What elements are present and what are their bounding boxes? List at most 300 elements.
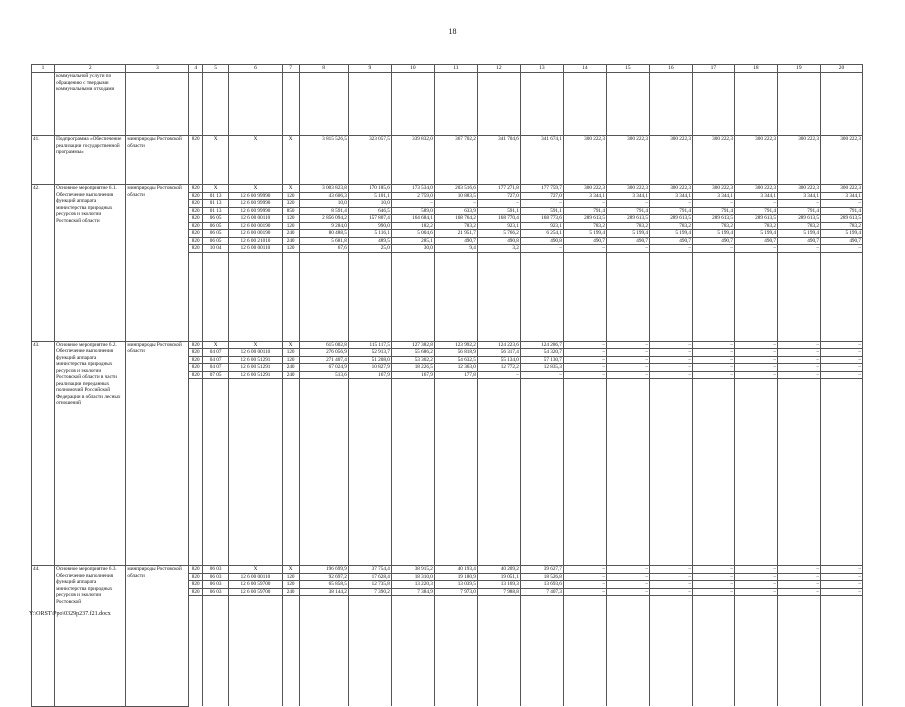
expense-type: Х: [282, 136, 299, 185]
empty-cell: [777, 379, 820, 566]
amount-cell: 40 209,2: [477, 566, 520, 574]
column-number-9: 9: [348, 65, 391, 73]
amount-cell: 300 222,3: [692, 185, 734, 193]
ministry-code: 820: [189, 341, 203, 349]
amount-cell: –: [649, 364, 692, 372]
amount-cell: 5 199,4: [820, 230, 862, 238]
amount-cell: –: [734, 566, 777, 574]
expense-type: 240: [282, 588, 299, 596]
target-article: 12 6 00 59700: [229, 581, 283, 589]
page-number: 18: [448, 27, 457, 36]
continuation-text: коммунальной услуги по обращению с твердыми коммунальными отходами: [55, 73, 126, 136]
expense-type: Х: [282, 185, 299, 193]
amount-cell: –: [777, 364, 820, 372]
amount-cell: 276 056,9: [299, 349, 348, 357]
amount-cell: 5 199,4: [692, 230, 734, 238]
ministry-code: 820: [189, 371, 203, 379]
empty-cell: [563, 379, 606, 566]
target-article: 12 6 00 00110: [229, 215, 283, 223]
amount-cell: –: [649, 566, 692, 574]
amount-cell: –: [520, 200, 563, 208]
empty-cell: [299, 596, 348, 707]
ministry-code: 820: [189, 185, 203, 193]
amount-cell: 783,2: [606, 222, 649, 230]
amount-cell: –: [434, 200, 477, 208]
empty-cell: [692, 379, 734, 566]
amount-cell: –: [649, 573, 692, 581]
empty-cell: [520, 73, 563, 136]
section-code: 06 05: [203, 237, 229, 245]
activity-name: Основное мероприятие 6.2. Обеспечение выполнения функций аппарата министерства природных ресурсов и экологии Ростовской области в части реализации переданных полномочий Российской Федерации в области лесных отношений: [55, 341, 126, 566]
empty-cell: [434, 596, 477, 707]
amount-cell: 591,1: [477, 207, 520, 215]
amount-cell: 727,0: [520, 192, 563, 200]
amount-cell: –: [692, 200, 734, 208]
amount-cell: 300 222,3: [563, 185, 606, 193]
activity-name: Основное мероприятие 6.1. Обеспечение выполнения функций аппарата министерства природных ресурсов и экологии Ростовской области: [55, 185, 126, 342]
amount-cell: 300 222,3: [777, 136, 820, 185]
amount-cell: 3 815 526,5: [299, 136, 348, 185]
empty-cell: [391, 252, 434, 341]
ministry-code: 820: [189, 349, 203, 357]
amount-cell: 367 702,2: [434, 136, 477, 185]
row-number: 41.: [32, 136, 55, 185]
amount-cell: 300 222,3: [563, 136, 606, 185]
amount-cell: 783,2: [563, 222, 606, 230]
amount-cell: 513,6: [299, 371, 348, 379]
amount-cell: –: [606, 200, 649, 208]
amount-cell: 490,7: [563, 237, 606, 245]
ministry-code: 820: [189, 566, 203, 574]
amount-cell: –: [692, 341, 734, 349]
amount-cell: –: [649, 349, 692, 357]
empty-cell: [520, 252, 563, 341]
section-code: 01 13: [203, 192, 229, 200]
amount-cell: –: [692, 581, 734, 589]
amount-cell: –: [734, 573, 777, 581]
amount-cell: 783,2: [734, 222, 777, 230]
amount-cell: 285,1: [391, 237, 434, 245]
target-article: Х: [229, 185, 283, 193]
amount-cell: 56 317,4: [477, 349, 520, 357]
expense-type: 120: [282, 349, 299, 357]
amount-cell: 10 883,5: [434, 192, 477, 200]
amount-cell: 38 144,2: [299, 588, 348, 596]
empty-cell: [777, 252, 820, 341]
amount-cell: 5 199,4: [734, 230, 777, 238]
column-number-2: 2: [55, 65, 126, 73]
footer-file-path: Y:\ORST\Ppo\0329p237.f21.docx: [29, 611, 111, 617]
amount-cell: 196 699,9: [299, 566, 348, 574]
empty-cell: [299, 379, 348, 566]
amount-cell: 170 185,6: [348, 185, 391, 193]
empty-cell: [777, 73, 820, 136]
amount-cell: 12 363,0: [434, 364, 477, 372]
amount-cell: –: [777, 245, 820, 253]
target-article: 12 6 00 00190: [229, 222, 283, 230]
amount-cell: –: [777, 341, 820, 349]
amount-cell: 19 180,9: [434, 573, 477, 581]
empty-cell: [477, 379, 520, 566]
empty-cell: [229, 596, 283, 707]
empty-cell: [734, 73, 777, 136]
empty-cell: [348, 379, 391, 566]
amount-cell: –: [563, 356, 606, 364]
amount-cell: 10 827,9: [348, 364, 391, 372]
amount-cell: –: [777, 356, 820, 364]
section-code: Х: [203, 341, 229, 349]
column-number-16: 16: [649, 65, 692, 73]
amount-cell: 168 773,6: [520, 215, 563, 223]
amount-cell: 54 320,7: [520, 349, 563, 357]
amount-cell: –: [777, 371, 820, 379]
amount-cell: 5 199,4: [649, 230, 692, 238]
amount-cell: 490,8: [477, 237, 520, 245]
section-code: 04 07: [203, 356, 229, 364]
empty-cell: [649, 596, 692, 707]
amount-cell: –: [777, 588, 820, 596]
section-code: 06 03: [203, 588, 229, 596]
amount-cell: 923,1: [520, 222, 563, 230]
amount-cell: –: [820, 371, 862, 379]
executor: минприроды Ростовской области: [126, 185, 189, 342]
amount-cell: 783,2: [820, 222, 862, 230]
amount-cell: 9,4: [434, 245, 477, 253]
amount-cell: 990,0: [348, 222, 391, 230]
amount-cell: –: [734, 200, 777, 208]
amount-cell: 271 407,4: [299, 356, 348, 364]
expense-type: 240: [282, 364, 299, 372]
empty-cell: [434, 379, 477, 566]
amount-cell: –: [777, 349, 820, 357]
amount-cell: –: [649, 245, 692, 253]
amount-cell: 783,2: [434, 222, 477, 230]
table-row: [32, 185, 863, 193]
amount-cell: –: [391, 200, 434, 208]
amount-cell: –: [649, 341, 692, 349]
empty-cell: [734, 596, 777, 707]
empty-cell: [649, 379, 692, 566]
amount-cell: 5 101,1: [348, 192, 391, 200]
amount-cell: 783,2: [692, 222, 734, 230]
section-code: 06 03: [203, 573, 229, 581]
amount-cell: 13 220,3: [391, 581, 434, 589]
amount-cell: 490,7: [649, 237, 692, 245]
amount-cell: 173 534,0: [391, 185, 434, 193]
amount-cell: –: [734, 245, 777, 253]
table-row: [32, 566, 863, 574]
amount-cell: 791,4: [820, 207, 862, 215]
amount-cell: 51 208,0: [348, 356, 391, 364]
amount-cell: 3 344,1: [606, 192, 649, 200]
amount-cell: –: [563, 341, 606, 349]
amount-cell: –: [563, 581, 606, 589]
amount-cell: 5 116,1: [348, 230, 391, 238]
column-number-17: 17: [692, 65, 734, 73]
amount-cell: 177,8: [434, 371, 477, 379]
column-number-6: 6: [229, 65, 283, 73]
amount-cell: 3 344,1: [692, 192, 734, 200]
amount-cell: –: [606, 588, 649, 596]
amount-cell: 341 704,6: [477, 136, 520, 185]
amount-cell: 5 199,4: [606, 230, 649, 238]
amount-cell: 783,2: [777, 222, 820, 230]
amount-cell: 67 024,9: [299, 364, 348, 372]
column-number-11: 11: [434, 65, 477, 73]
expense-type: 320: [282, 200, 299, 208]
empty-cell: [348, 596, 391, 707]
empty-cell: [189, 252, 203, 341]
empty-cell: [820, 252, 862, 341]
amount-cell: –: [606, 581, 649, 589]
amount-cell: 490,7: [434, 237, 477, 245]
amount-cell: 791,4: [734, 207, 777, 215]
empty-cell: [477, 596, 520, 707]
ministry-code: 820: [189, 136, 203, 185]
column-number-14: 14: [563, 65, 606, 73]
ministry-code: 820: [189, 573, 203, 581]
amount-cell: 8 591,4: [299, 207, 348, 215]
empty-cell: [391, 379, 434, 566]
amount-cell: –: [649, 356, 692, 364]
amount-cell: 12 735,8: [348, 581, 391, 589]
target-article: 12 6 00 00110: [229, 349, 283, 357]
amount-cell: –: [820, 573, 862, 581]
column-number-4: 4: [189, 65, 203, 73]
empty-cell: [820, 73, 862, 136]
amount-cell: –: [777, 573, 820, 581]
amount-cell: 57 130,7: [520, 356, 563, 364]
amount-cell: –: [477, 371, 520, 379]
amount-cell: –: [734, 341, 777, 349]
expense-type: 120: [282, 245, 299, 253]
amount-cell: 18 526,8: [520, 573, 563, 581]
amount-cell: 727,0: [477, 192, 520, 200]
amount-cell: –: [820, 200, 862, 208]
amount-cell: –: [563, 200, 606, 208]
amount-cell: 791,4: [692, 207, 734, 215]
target-article: 12 6 00 51291: [229, 364, 283, 372]
empty-cell: [203, 73, 229, 136]
amount-cell: –: [649, 200, 692, 208]
amount-cell: 127 382,8: [391, 341, 434, 349]
amount-cell: 13 039,5: [434, 581, 477, 589]
amount-cell: 490,7: [606, 237, 649, 245]
amount-cell: 289 613,5: [649, 215, 692, 223]
amount-cell: 300 222,3: [820, 136, 862, 185]
amount-cell: 7 407,3: [520, 588, 563, 596]
executor: минприроды Ростовской области: [126, 566, 189, 707]
amount-cell: –: [734, 588, 777, 596]
empty-cell: [563, 73, 606, 136]
amount-cell: 5 681,8: [299, 237, 348, 245]
amount-cell: –: [606, 341, 649, 349]
empty-cell: [203, 596, 229, 707]
amount-cell: 37 754,4: [348, 566, 391, 574]
column-number-13: 13: [520, 65, 563, 73]
amount-cell: 289 613,5: [563, 215, 606, 223]
amount-cell: 167,9: [348, 371, 391, 379]
amount-cell: 300 222,3: [606, 136, 649, 185]
amount-cell: 791,4: [649, 207, 692, 215]
empty-cell: [606, 596, 649, 707]
target-article: 12 6 00 51291: [229, 371, 283, 379]
column-number-19: 19: [777, 65, 820, 73]
empty-cell: [348, 252, 391, 341]
amount-cell: 39 627,7: [520, 566, 563, 574]
row-number: 42.: [32, 185, 55, 342]
amount-cell: –: [563, 349, 606, 357]
amount-cell: 38 915,2: [391, 566, 434, 574]
column-number-7: 7: [282, 65, 299, 73]
amount-cell: 289 613,5: [734, 215, 777, 223]
empty-cell: [734, 379, 777, 566]
amount-cell: 490,8: [520, 237, 563, 245]
expense-type: 120: [282, 573, 299, 581]
section-code: 06 05: [203, 222, 229, 230]
empty-cell: [477, 252, 520, 341]
ministry-code: 820: [189, 215, 203, 223]
expense-type: 240: [282, 230, 299, 238]
amount-cell: 289 613,5: [692, 215, 734, 223]
expense-type: 240: [282, 371, 299, 379]
empty-cell: [649, 73, 692, 136]
amount-cell: 55 134,0: [477, 356, 520, 364]
amount-cell: –: [606, 245, 649, 253]
ministry-code: 820: [189, 222, 203, 230]
amount-cell: 17 628,4: [348, 573, 391, 581]
section-code: 07 05: [203, 371, 229, 379]
activity-name: Основное мероприятие 6.3. Обеспечение выполнения функций аппарата министерства природных ресурсов и экологии Ростовской: [55, 566, 126, 707]
amount-cell: 289 613,5: [777, 215, 820, 223]
empty-cell: [203, 379, 229, 566]
amount-cell: 323 057,5: [348, 136, 391, 185]
amount-cell: 164 684,1: [391, 215, 434, 223]
amount-cell: –: [563, 364, 606, 372]
amount-cell: –: [649, 581, 692, 589]
amount-cell: 3 344,1: [820, 192, 862, 200]
target-article: Х: [229, 341, 283, 349]
amount-cell: 124 223,6: [477, 341, 520, 349]
amount-cell: 490,7: [734, 237, 777, 245]
amount-cell: 5 766,2: [477, 230, 520, 238]
amount-cell: –: [777, 581, 820, 589]
amount-cell: 56 818,9: [434, 349, 477, 357]
amount-cell: –: [820, 349, 862, 357]
ministry-code: 820: [189, 356, 203, 364]
expense-type: 120: [282, 192, 299, 200]
amount-cell: –: [820, 566, 862, 574]
amount-cell: 791,4: [606, 207, 649, 215]
amount-cell: 300 222,3: [649, 136, 692, 185]
section-code: 06 05: [203, 230, 229, 238]
empty-cell: [692, 73, 734, 136]
empty-cell: [299, 252, 348, 341]
amount-cell: 52 913,7: [348, 349, 391, 357]
empty-cell: [282, 596, 299, 707]
amount-cell: –: [606, 356, 649, 364]
row-number-cell: [32, 73, 55, 136]
amount-cell: –: [820, 245, 862, 253]
amount-cell: 55 686,2: [391, 349, 434, 357]
target-article: Х: [229, 136, 283, 185]
amount-cell: –: [563, 371, 606, 379]
target-article: 12 6 00 00190: [229, 230, 283, 238]
target-article: 12 6 00 99990: [229, 207, 283, 215]
amount-cell: –: [692, 349, 734, 357]
empty-cell: [434, 73, 477, 136]
amount-cell: 65 858,5: [299, 581, 348, 589]
amount-cell: 12 772,2: [477, 364, 520, 372]
amount-cell: 5 004,6: [391, 230, 434, 238]
amount-cell: 3 344,1: [563, 192, 606, 200]
empty-cell: [520, 596, 563, 707]
target-article: 12 6 00 99990: [229, 192, 283, 200]
empty-cell: [282, 379, 299, 566]
amount-cell: 53 302,2: [391, 356, 434, 364]
expense-type: 120: [282, 581, 299, 589]
amount-cell: –: [777, 566, 820, 574]
column-number-15: 15: [606, 65, 649, 73]
empty-cell: [563, 252, 606, 341]
target-article: Х: [229, 566, 283, 574]
column-number-12: 12: [477, 65, 520, 73]
amount-cell: –: [734, 349, 777, 357]
amount-cell: –: [777, 200, 820, 208]
empty-cell: [229, 379, 283, 566]
amount-cell: 168 770,4: [477, 215, 520, 223]
amount-cell: –: [692, 364, 734, 372]
amount-cell: –: [563, 588, 606, 596]
empty-cell: [777, 596, 820, 707]
amount-cell: 177 759,7: [520, 185, 563, 193]
empty-cell: [734, 252, 777, 341]
amount-cell: –: [820, 364, 862, 372]
amount-cell: 10,0: [348, 200, 391, 208]
expense-type: 120: [282, 222, 299, 230]
table-row: [32, 341, 863, 349]
empty-cell: [820, 379, 862, 566]
empty-cell: [282, 73, 299, 136]
empty-cell: [606, 379, 649, 566]
amount-cell: 123 992,2: [434, 341, 477, 349]
amount-cell: 5 199,4: [563, 230, 606, 238]
amount-cell: –: [649, 588, 692, 596]
amount-cell: 67,6: [299, 245, 348, 253]
amount-cell: 490,7: [820, 237, 862, 245]
column-number-3: 3: [126, 65, 189, 73]
empty-cell: [391, 596, 434, 707]
amount-cell: 3 344,1: [649, 192, 692, 200]
amount-cell: 182,2: [391, 222, 434, 230]
expense-type: 120: [282, 215, 299, 223]
amount-cell: –: [820, 356, 862, 364]
amount-cell: –: [692, 245, 734, 253]
continuation-row: [32, 73, 863, 136]
amount-cell: –: [606, 573, 649, 581]
amount-cell: 791,4: [563, 207, 606, 215]
empty-cell: [189, 379, 203, 566]
amount-cell: 646,5: [348, 207, 391, 215]
amount-cell: –: [734, 371, 777, 379]
column-number-1: 1: [32, 65, 55, 73]
section-code: Х: [203, 136, 229, 185]
amount-cell: 9 284,0: [299, 222, 348, 230]
amount-cell: 341 674,1: [520, 136, 563, 185]
amount-cell: 490,7: [777, 237, 820, 245]
expense-type: Х: [282, 566, 299, 574]
empty-cell: [563, 596, 606, 707]
